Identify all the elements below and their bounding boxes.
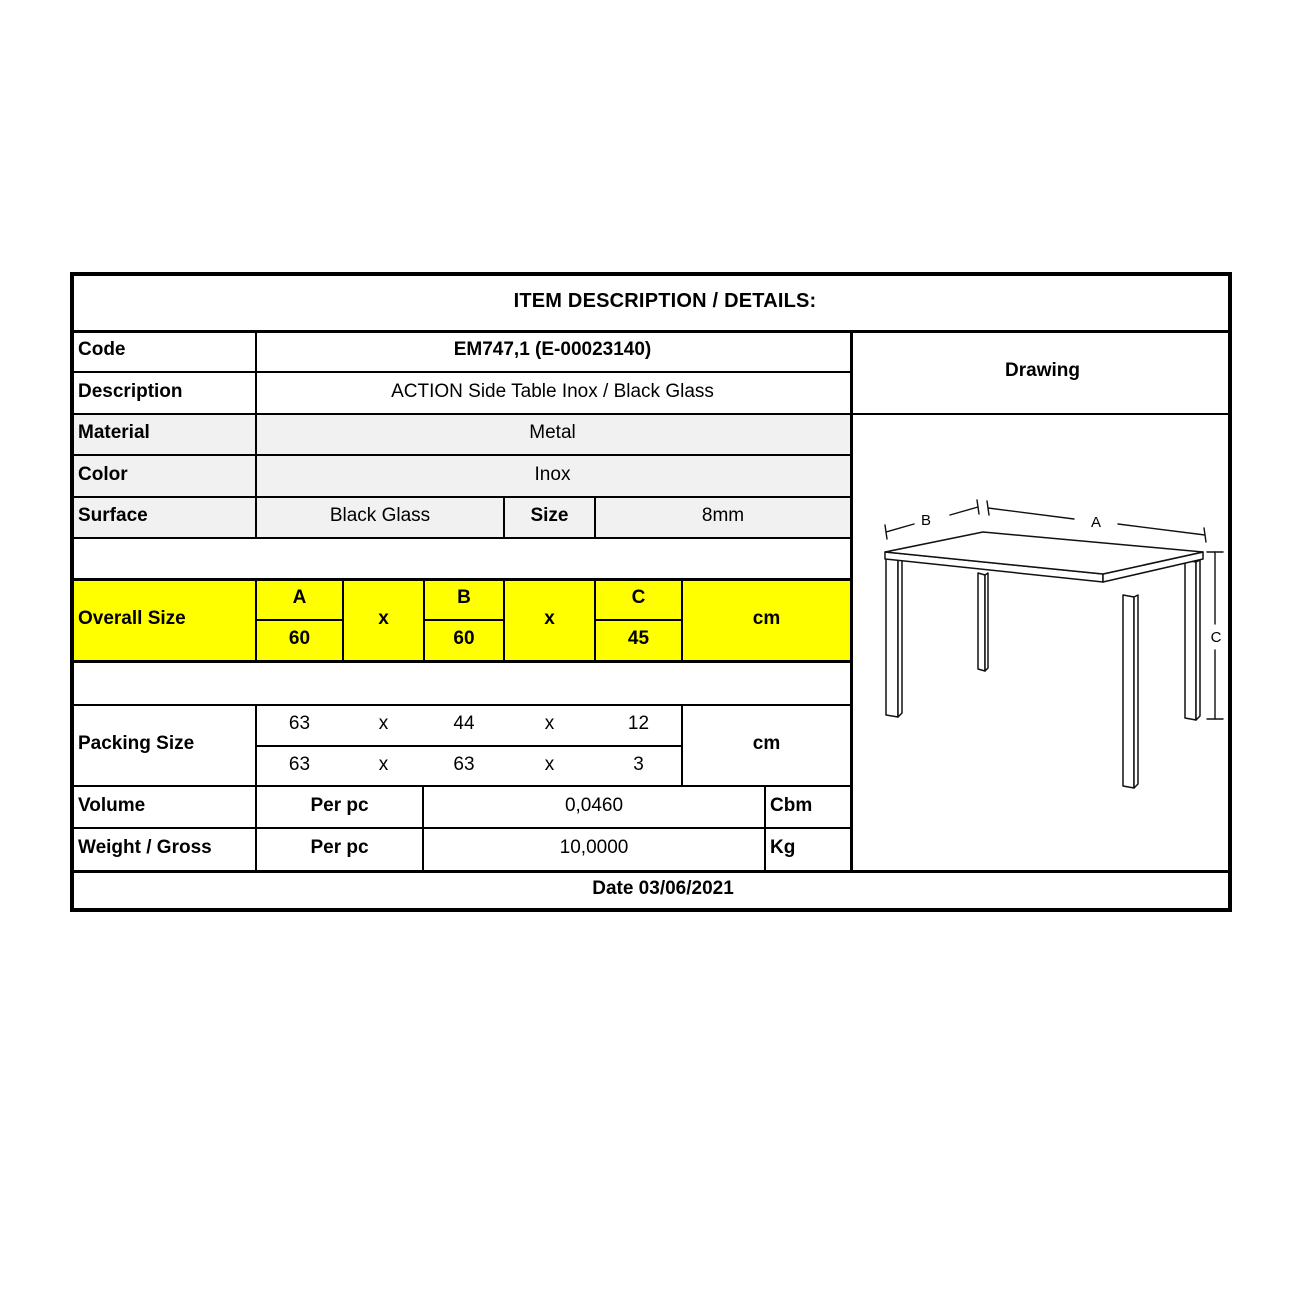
volume-label: Volume (78, 794, 146, 816)
packing-size-label: Packing Size (78, 733, 195, 755)
material-value: Metal (529, 422, 576, 444)
overall-separator: x (544, 607, 555, 629)
packing-row2-value: 3 (633, 754, 644, 776)
sheet-title: ITEM DESCRIPTION / DETAILS: (513, 290, 817, 312)
packing-unit: cm (752, 733, 781, 755)
color-value: Inox (534, 463, 571, 485)
drawing-leg-back-left (978, 573, 988, 671)
overall-dim-b-value: 60 (453, 628, 475, 650)
overall-dim-c-name: C (631, 587, 646, 609)
packing-row1-value: 12 (627, 713, 650, 735)
packing-row2-sep: x (544, 754, 555, 776)
overall-dim-c-value: 45 (627, 628, 650, 650)
overall-dim-a-value: 60 (288, 628, 311, 650)
packing-row1-sep: x (544, 713, 555, 735)
volume-unit: Cbm (770, 794, 813, 816)
dimension-line-b (885, 500, 979, 539)
overall-dim-a-name: A (292, 587, 307, 609)
volume-qty: Per pc (310, 794, 369, 816)
description-value: ACTION Side Table Inox / Black Glass (391, 380, 714, 402)
divider-line (70, 272, 74, 912)
drawing-tabletop (885, 532, 1203, 582)
size-value: 8mm (701, 505, 745, 527)
table-drawing (850, 413, 1232, 870)
divider-line (70, 660, 850, 663)
drawing-leg-front-left (886, 557, 902, 717)
surface-value: Black Glass (329, 505, 431, 527)
overall-size-label: Overall Size (78, 607, 186, 629)
weight-value: 10,0000 (559, 837, 629, 859)
drawing-header: Drawing (1005, 360, 1080, 382)
overall-separator: x (378, 607, 389, 629)
divider-line (70, 537, 850, 539)
description-label: Description (78, 380, 183, 402)
code-label: Code (78, 339, 126, 361)
divider-line (70, 908, 1232, 912)
weight-label: Weight / Gross (78, 837, 212, 859)
volume-value: 0,0460 (564, 794, 624, 816)
packing-row1-value: 44 (453, 713, 475, 735)
material-label: Material (78, 422, 150, 444)
dimension-label-a: A (1090, 514, 1102, 531)
drawing-leg-front-right (1123, 595, 1138, 788)
dimension-label-c: C (1210, 629, 1222, 646)
packing-row1-sep: x (378, 713, 389, 735)
packing-row1-value: 63 (288, 713, 311, 735)
packing-row2-sep: x (378, 754, 389, 776)
divider-line (764, 785, 766, 870)
packing-row2-value: 63 (288, 754, 311, 776)
overall-dim-b-name: B (457, 587, 471, 609)
color-label: Color (78, 463, 128, 485)
weight-qty: Per pc (310, 837, 369, 859)
code-value: EM747,1 (E-00023140) (453, 339, 652, 361)
drawing-leg-back-right (1185, 560, 1200, 720)
packing-row2-value: 63 (453, 754, 475, 776)
surface-label: Surface (78, 505, 148, 527)
date-value: Date 03/06/2021 (592, 877, 734, 899)
weight-unit: Kg (770, 837, 796, 859)
overall-unit: cm (752, 607, 781, 629)
dimension-label-b: B (920, 512, 932, 529)
size-label: Size (530, 505, 569, 527)
spec-sheet (70, 272, 1232, 912)
